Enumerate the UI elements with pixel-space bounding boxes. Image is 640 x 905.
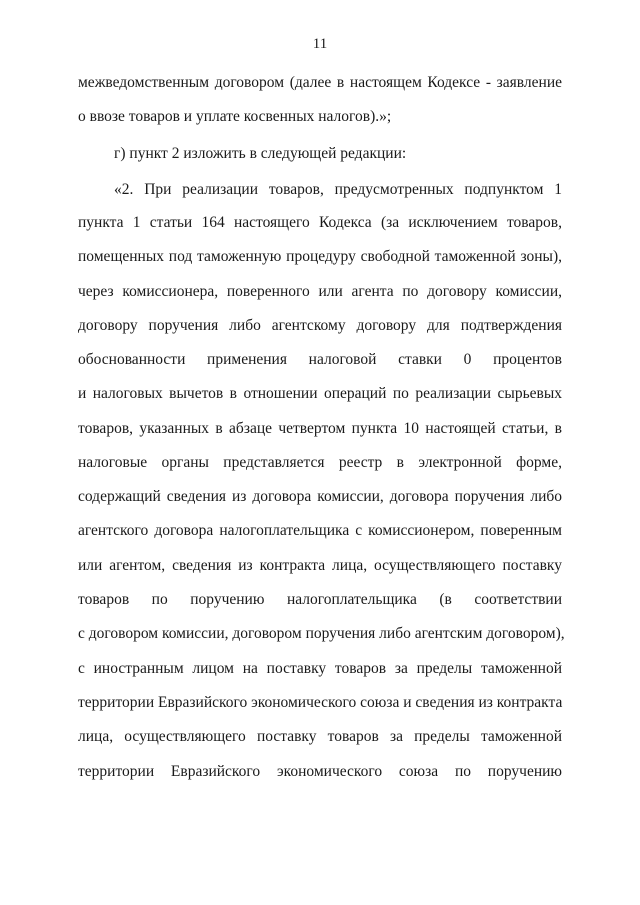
text-line: пункта 1 статьи 164 настоящего Кодекса (за исключением товаров, xyxy=(78,214,562,231)
text-line: с иностранным лицом на поставку товаров за пределы таможенной xyxy=(78,660,562,677)
text-line: территории Евразийского экономического союза и сведения из контракта xyxy=(78,694,563,711)
text-line: и налоговых вычетов в отношении операций по реализации сырьевых xyxy=(78,385,562,402)
text-line: содержащий сведения из договора комиссии, договора поручения либо xyxy=(78,488,562,505)
text-line: с договором комиссии, договором поручения либо агентским договором), xyxy=(78,625,565,642)
text-line: через комиссионера, поверенного или агента по договору комиссии, xyxy=(78,283,562,300)
text-line: товаров по поручению налогоплательщика (в соответствии xyxy=(78,591,562,608)
text-line: помещенных под таможенную процедуру свободной таможенной зоны), xyxy=(78,248,562,265)
text-line: о ввозе товаров и уплате косвенных налогов).»; xyxy=(78,108,392,125)
text-line: «2. При реализации товаров, предусмотренных подпунктом 1 xyxy=(114,181,562,198)
text-line: г) пункт 2 изложить в следующей редакции: xyxy=(114,145,407,162)
text-line: договору поручения либо агентскому договору для подтверждения xyxy=(78,317,562,334)
text-line: налоговые органы представляется реестр в электронной форме, xyxy=(78,454,562,471)
text-line: межведомственным договором (далее в настоящем Кодексе - заявление xyxy=(78,74,562,91)
text-line: или агентом, сведения из контракта лица, осуществляющего поставку xyxy=(78,557,562,574)
text-line: обоснованности применения налоговой ставки 0 процентов xyxy=(78,351,562,368)
text-line: территории Евразийского экономического союза по поручению xyxy=(78,763,562,780)
text-line: товаров, указанных в абзаце четвертом пункта 10 настоящей статьи, в xyxy=(78,420,562,437)
text-line: агентского договора налогоплательщика с комиссионером, поверенным xyxy=(78,522,562,539)
text-line: лица, осуществляющего поставку товаров за пределы таможенной xyxy=(78,728,562,745)
page-number: 11 xyxy=(312,36,328,52)
